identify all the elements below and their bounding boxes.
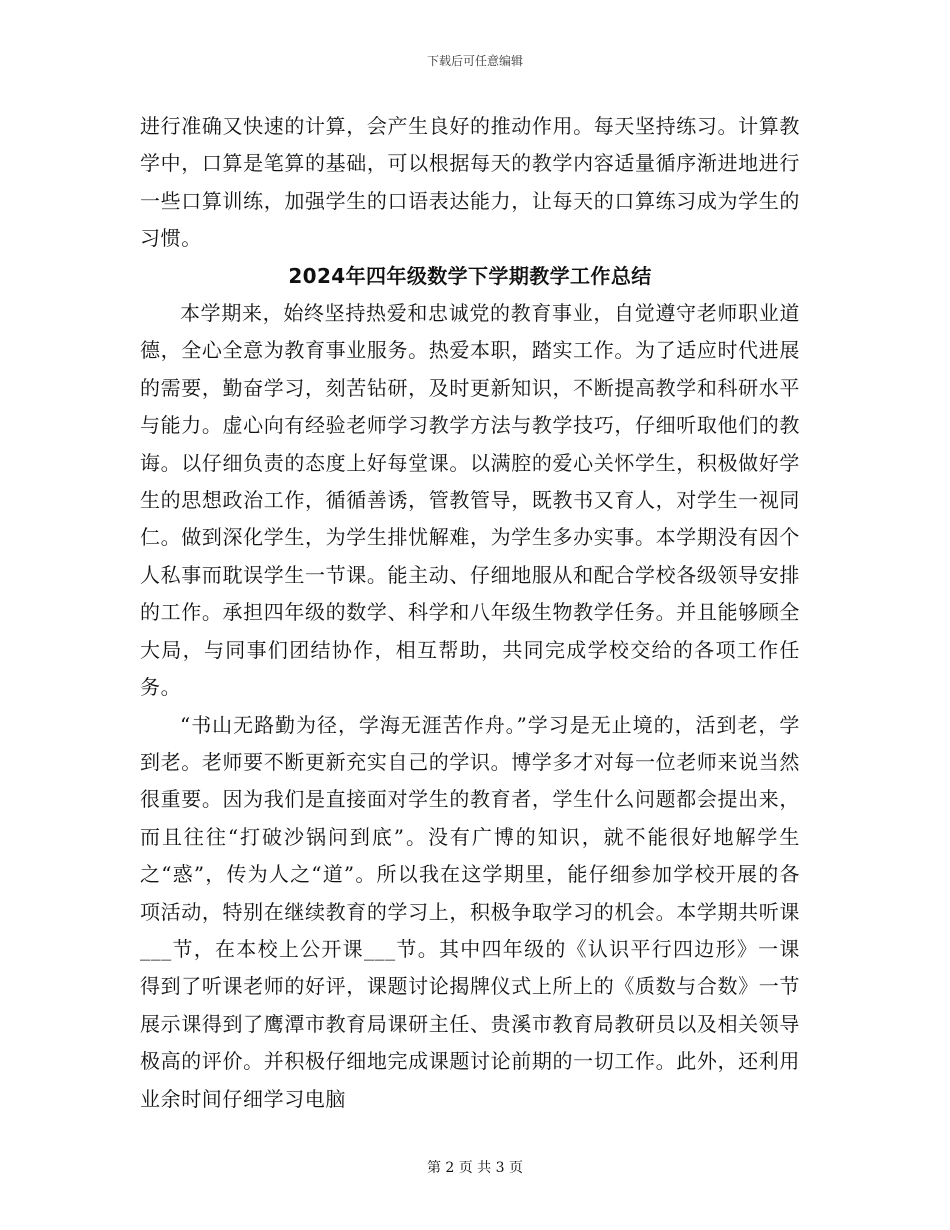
page-number: 第 2 页 共 3 页 — [426, 1160, 524, 1176]
download-note: 下载后可任意编辑 — [426, 54, 523, 68]
paragraph-work-attitude: 本学期来，始终坚持热爱和忠诚党的教育事业，自觉遵守老师职业道德，全心全意为教育事业服务。热爱本职，踏实工作。为了适应时代进展的需要，勤奋学习，刻苦钻研，及时更新知识，不断提高教学和科研水平与能力。虚心向有经验老师学习教学方法与教学技巧，仔细听取他们的教诲。以仔细负责的态度上好每堂课。以满腔的爱心关怀学生，积极做好学生的思想政治工作，循循善诱，管教管导，既教书又育人，对学生一视同仁。做到深化学生，为学生排忧解难，为学生多办实事。本学期没有因个人私事而耽误学生一节课。能主动、仔细地服从和配合学校各级领导安排的工作。承担四年级的数学、科学和八年级生物教学任务。并且能够顾全大局，与同事们团结协作，相互帮助，共同完成学校交给的各项工作任务。 — [140, 301, 800, 700]
document-title: 2024年四年级数学下学期教学工作总结 — [288, 263, 652, 288]
paragraph-intro: 进行准确又快速的计算，会产生良好的推动作用。每天坚持练习。计算教学中，口算是笔算的基础，可以根据每天的教学内容适量循序渐进地进行一些口算训练，加强学生的口语表达能力，让每天的口算练习成为学生的习惯。 — [140, 114, 800, 251]
paragraph-learning: “书山无路勤为径，学海无涯苦作舟。”学习是无止境的，活到老，学到老。老师要不断更新充实自己的学识。博学多才对每一位老师来说当然很重要。因为我们是直接面对学生的教育者，学生什么问题都会提出来，而且往往“打破沙锅问到底”。没有广博的知识，就不能很好地解学生之“惑”，传为人之“道”。所以我在这学期里，能仔细参加学校开展的各项活动，特别在继续教育的学习上，积极争取学习的机会。本学期共听课___节，在本校上公开课___节。其中四年级的《认识平行四边形》一课得到了听课老师的好评，课题讨论揭牌仪式上所上的《质数与合数》一节展示课得到了鹰潭市教育局课研主任、贵溪市教育局教研员以及相关领导极高的评价。并积极仔细地完成课题讨论前期的一切工作。此外，还利用业余时间仔细学习电脑 — [140, 712, 800, 1111]
document-body — [140, 108, 800, 1118]
